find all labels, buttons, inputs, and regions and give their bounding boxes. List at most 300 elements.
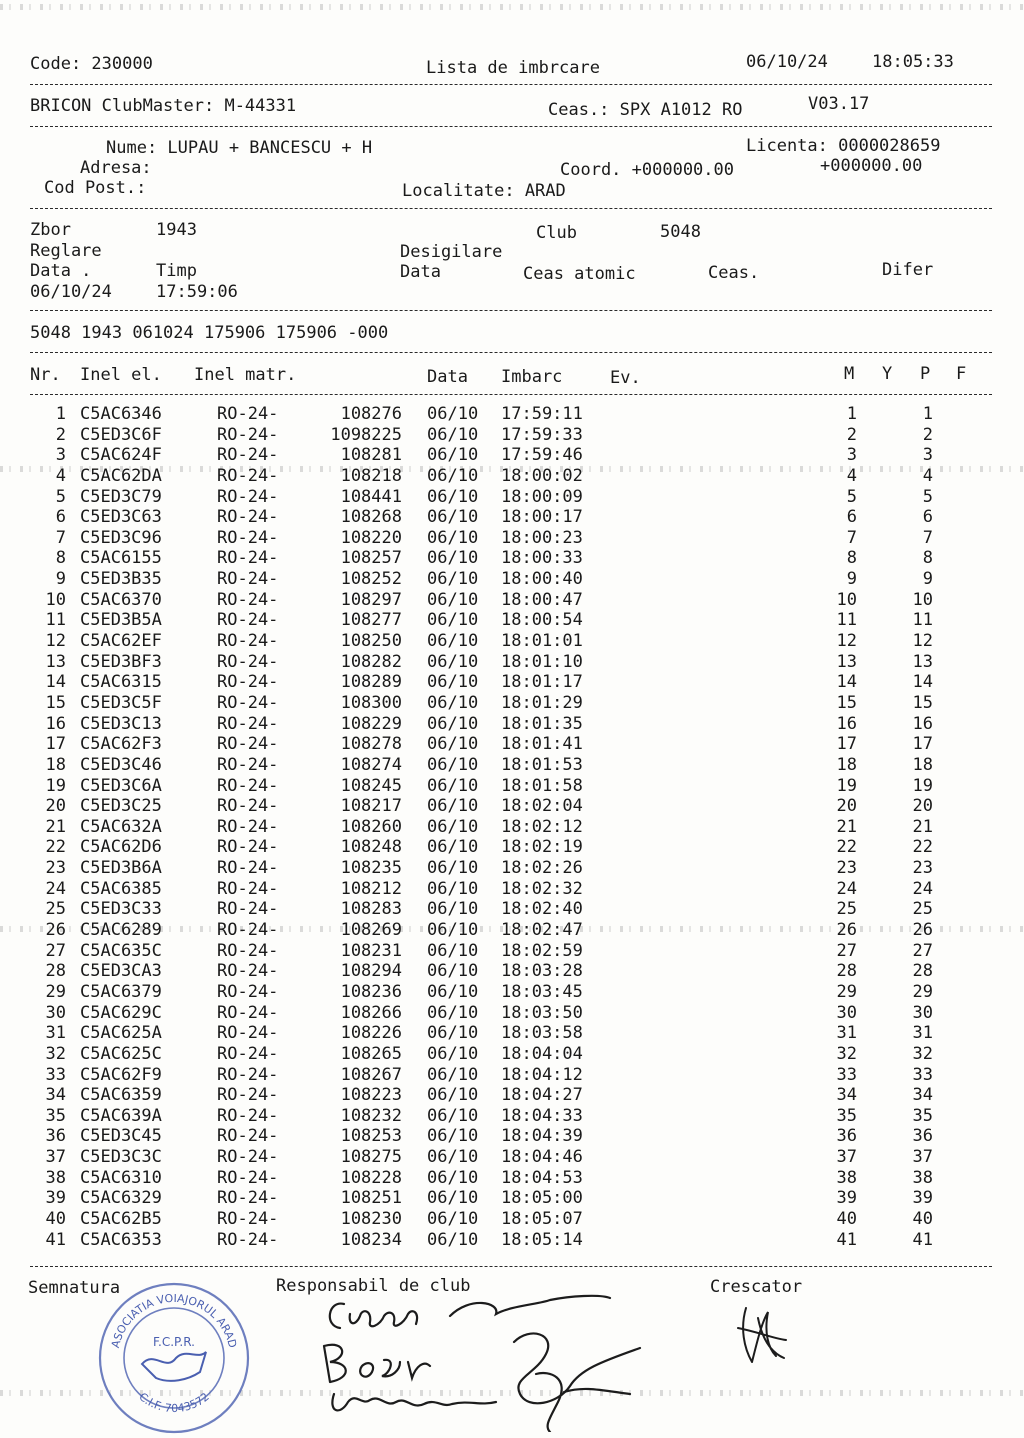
- position-p: 7: [922, 527, 933, 548]
- table-row: [0, 1230, 1024, 1251]
- ring-prefix: RO-24-: [217, 920, 279, 941]
- arrival-date: 06/10: [427, 1002, 479, 1023]
- ring-prefix: RO-24-: [217, 899, 279, 920]
- position-p: 37: [912, 1147, 933, 1168]
- electronic-ring: C5AC6379: [80, 981, 162, 1002]
- position-m: 2: [846, 424, 857, 445]
- arrival-time: 18:01:53: [501, 754, 583, 775]
- position-p: 32: [912, 1043, 933, 1064]
- divider: [30, 310, 992, 311]
- electronic-ring: C5ED3C79: [80, 486, 162, 507]
- ring-number: 108278: [340, 734, 402, 755]
- ring-prefix: RO-24-: [217, 445, 279, 466]
- arrival-time: 18:04:33: [501, 1105, 583, 1126]
- row-number: 28: [45, 961, 66, 982]
- ring-prefix: RO-24-: [217, 631, 279, 652]
- locality: Localitate: ARAD: [402, 181, 566, 201]
- ring-number: 108223: [340, 1085, 402, 1106]
- row-number: 2: [55, 424, 66, 445]
- arrival-time: 18:04:27: [501, 1085, 583, 1106]
- ring-number: 108218: [340, 465, 402, 486]
- ring-prefix: RO-24-: [217, 1188, 279, 1209]
- row-number: 16: [45, 713, 66, 734]
- position-m: 33: [836, 1064, 857, 1085]
- row-number: 13: [45, 651, 66, 672]
- position-m: 32: [836, 1043, 857, 1064]
- arrival-time: 18:00:54: [501, 610, 583, 631]
- electronic-ring: C5AC6385: [80, 878, 162, 899]
- position-m: 10: [836, 589, 857, 610]
- date-label: Data .: [30, 261, 92, 281]
- arrival-date: 06/10: [427, 920, 479, 941]
- position-p: 17: [912, 734, 933, 755]
- table-row: [0, 693, 1024, 714]
- arrival-date: 06/10: [427, 589, 479, 610]
- electronic-ring: C5ED3B35: [80, 569, 162, 590]
- ring-number: 108220: [340, 527, 402, 548]
- ring-number: 108281: [340, 445, 402, 466]
- table-row: [0, 879, 1024, 900]
- position-p: 10: [912, 589, 933, 610]
- ring-prefix: RO-24-: [217, 1126, 279, 1147]
- ring-number: 108274: [340, 754, 402, 775]
- table-row: [0, 961, 1024, 982]
- ring-prefix: RO-24-: [217, 527, 279, 548]
- position-m: 9: [846, 569, 857, 590]
- ring-prefix: RO-24-: [217, 754, 279, 775]
- row-number: 36: [45, 1126, 66, 1147]
- electronic-ring: C5ED3B5A: [80, 610, 162, 631]
- ring-prefix: RO-24-: [217, 1002, 279, 1023]
- col-imbarc: Imbarc: [501, 367, 563, 387]
- position-p: 23: [912, 858, 933, 879]
- position-p: 33: [912, 1064, 933, 1085]
- row-number: 3: [55, 445, 66, 466]
- table-row: [0, 982, 1024, 1003]
- electronic-ring: C5AC6289: [80, 920, 162, 941]
- table-row: [0, 920, 1024, 941]
- clock-version: V03.17: [808, 94, 870, 114]
- ring-number: 108232: [340, 1105, 402, 1126]
- arrival-date: 06/10: [427, 940, 479, 961]
- arrival-date: 06/10: [427, 775, 479, 796]
- position-m: 13: [836, 651, 857, 672]
- ring-number: 108217: [340, 796, 402, 817]
- electronic-ring: C5ED3CA3: [80, 961, 162, 982]
- ring-prefix: RO-24-: [217, 1105, 279, 1126]
- row-number: 38: [45, 1167, 66, 1188]
- table-row: [0, 404, 1024, 425]
- coordinates: Coord. +000000.00: [560, 160, 734, 180]
- divider: [30, 126, 992, 127]
- table-row: [0, 610, 1024, 631]
- ring-number: 108228: [340, 1167, 402, 1188]
- table-row: [0, 528, 1024, 549]
- position-m: 25: [836, 899, 857, 920]
- position-p: 20: [912, 796, 933, 817]
- electronic-ring: C5ED3C3C: [80, 1147, 162, 1168]
- ring-prefix: RO-24-: [217, 610, 279, 631]
- table-row: [0, 1106, 1024, 1127]
- breeder-label: Crescator: [710, 1277, 803, 1297]
- club-number: 5048: [660, 222, 701, 242]
- table-row: [0, 1147, 1024, 1168]
- electronic-ring: C5AC635C: [80, 940, 162, 961]
- col-y: Y: [882, 364, 893, 384]
- position-m: 8: [846, 548, 857, 569]
- row-number: 6: [55, 507, 66, 528]
- electronic-ring: C5AC6310: [80, 1167, 162, 1188]
- ring-number: 108300: [340, 692, 402, 713]
- position-p: 30: [912, 1002, 933, 1023]
- unsealing-date-label: Data: [400, 262, 441, 282]
- ring-number: 108253: [340, 1126, 402, 1147]
- col-ev: Ev.: [610, 368, 641, 388]
- summary-line: 5048 1943 061024 175906 175906 -000: [30, 323, 389, 343]
- arrival-date: 06/10: [427, 1085, 479, 1106]
- position-m: 37: [836, 1147, 857, 1168]
- arrival-date: 06/10: [427, 1208, 479, 1229]
- arrival-date: 06/10: [427, 837, 479, 858]
- ring-prefix: RO-24-: [217, 589, 279, 610]
- ring-prefix: RO-24-: [217, 734, 279, 755]
- position-p: 5: [922, 486, 933, 507]
- position-p: 13: [912, 651, 933, 672]
- ring-prefix: RO-24-: [217, 651, 279, 672]
- position-m: 38: [836, 1167, 857, 1188]
- unsealing-label: Desigilare: [400, 242, 503, 262]
- col-data: Data: [427, 367, 468, 387]
- position-m: 5: [846, 486, 857, 507]
- electronic-ring: C5AC625C: [80, 1043, 162, 1064]
- row-number: 39: [45, 1188, 66, 1209]
- position-p: 2: [922, 424, 933, 445]
- arrival-time: 18:04:46: [501, 1147, 583, 1168]
- position-m: 31: [836, 1023, 857, 1044]
- arrival-date: 06/10: [427, 981, 479, 1002]
- position-m: 23: [836, 858, 857, 879]
- electronic-ring: C5ED3C46: [80, 754, 162, 775]
- position-p: 15: [912, 692, 933, 713]
- arrival-time: 18:01:17: [501, 672, 583, 693]
- row-number: 22: [45, 837, 66, 858]
- row-number: 34: [45, 1085, 66, 1106]
- position-p: 31: [912, 1023, 933, 1044]
- row-number: 37: [45, 1147, 66, 1168]
- signature-label: Semnatura: [28, 1278, 121, 1298]
- ring-number: 1098225: [330, 424, 402, 445]
- position-m: 12: [836, 631, 857, 652]
- arrival-date: 06/10: [427, 1126, 479, 1147]
- ring-number: 108283: [340, 899, 402, 920]
- arrival-date: 06/10: [427, 631, 479, 652]
- arrival-date: 06/10: [427, 878, 479, 899]
- position-p: 8: [922, 548, 933, 569]
- ring-prefix: RO-24-: [217, 1023, 279, 1044]
- electronic-ring: C5AC632A: [80, 816, 162, 837]
- stamp-text-bottom: C.I.F. 7043572: [136, 1390, 212, 1416]
- table-row: [0, 899, 1024, 920]
- ring-prefix: RO-24-: [217, 672, 279, 693]
- row-number: 29: [45, 981, 66, 1002]
- arrival-time: 18:00:17: [501, 507, 583, 528]
- arrival-date: 06/10: [427, 1105, 479, 1126]
- arrival-date: 06/10: [427, 1023, 479, 1044]
- ring-prefix: RO-24-: [217, 465, 279, 486]
- position-p: 9: [922, 569, 933, 590]
- arrival-time: 18:02:47: [501, 920, 583, 941]
- position-m: 39: [836, 1188, 857, 1209]
- ring-number: 108277: [340, 610, 402, 631]
- electronic-ring: C5ED3C33: [80, 899, 162, 920]
- scan-noise: [0, 4, 1024, 10]
- arrival-date: 06/10: [427, 858, 479, 879]
- position-m: 21: [836, 816, 857, 837]
- association-stamp: [96, 1280, 252, 1436]
- ring-prefix: RO-24-: [217, 981, 279, 1002]
- position-m: 40: [836, 1208, 857, 1229]
- flight-label: Zbor: [30, 220, 71, 240]
- arrival-time: 18:00:09: [501, 486, 583, 507]
- position-p: 22: [912, 837, 933, 858]
- arrival-time: 18:00:33: [501, 548, 583, 569]
- ring-prefix: RO-24-: [217, 548, 279, 569]
- arrival-date: 06/10: [427, 651, 479, 672]
- divider: [30, 84, 992, 85]
- ring-prefix: RO-24-: [217, 507, 279, 528]
- position-p: 39: [912, 1188, 933, 1209]
- electronic-ring: C5AC629C: [80, 1002, 162, 1023]
- ring-number: 108275: [340, 1147, 402, 1168]
- electronic-ring: C5AC6155: [80, 548, 162, 569]
- col-nr: Nr.: [30, 365, 61, 385]
- arrival-time: 18:03:28: [501, 961, 583, 982]
- ring-number: 108267: [340, 1064, 402, 1085]
- arrival-date: 06/10: [427, 816, 479, 837]
- position-m: 11: [836, 610, 857, 631]
- arrival-time: 18:02:32: [501, 878, 583, 899]
- position-m: 34: [836, 1085, 857, 1106]
- position-p: 16: [912, 713, 933, 734]
- ring-prefix: RO-24-: [217, 1167, 279, 1188]
- position-p: 12: [912, 631, 933, 652]
- row-number: 33: [45, 1064, 66, 1085]
- table-row: [0, 590, 1024, 611]
- electronic-ring: C5ED3BF3: [80, 651, 162, 672]
- arrival-date: 06/10: [427, 527, 479, 548]
- arrival-time: 18:03:50: [501, 1002, 583, 1023]
- table-row: [0, 1085, 1024, 1106]
- ring-number: 108212: [340, 878, 402, 899]
- arrival-time: 17:59:11: [501, 404, 583, 424]
- table-row: [0, 755, 1024, 776]
- table-row: [0, 837, 1024, 858]
- coordinates-second: +000000.00: [820, 156, 923, 176]
- ring-number: 108266: [340, 1002, 402, 1023]
- position-m: 22: [836, 837, 857, 858]
- position-p: 40: [912, 1208, 933, 1229]
- row-number: 4: [55, 465, 66, 486]
- ring-number: 108235: [340, 858, 402, 879]
- ring-prefix: RO-24-: [217, 940, 279, 961]
- position-m: 24: [836, 878, 857, 899]
- ring-number: 108269: [340, 920, 402, 941]
- electronic-ring: C5AC6353: [80, 1229, 162, 1250]
- electronic-ring: C5AC6315: [80, 672, 162, 693]
- position-m: 17: [836, 734, 857, 755]
- arrival-date: 06/10: [427, 899, 479, 920]
- divider: [30, 1266, 992, 1267]
- position-m: 3: [846, 445, 857, 466]
- stamp-text-center: F.C.P.R.: [153, 1335, 195, 1349]
- table-row: [0, 569, 1024, 590]
- row-number: 20: [45, 796, 66, 817]
- position-m: 28: [836, 961, 857, 982]
- position-m: 27: [836, 940, 857, 961]
- position-p: 41: [912, 1229, 933, 1250]
- address-label: Adresa:: [80, 158, 152, 178]
- row-number: 35: [45, 1105, 66, 1126]
- table-row: [0, 796, 1024, 817]
- electronic-ring: C5AC62B5: [80, 1208, 162, 1229]
- table-row: [0, 672, 1024, 693]
- ring-number: 108248: [340, 837, 402, 858]
- position-p: 24: [912, 878, 933, 899]
- row-number: 5: [55, 486, 66, 507]
- handwritten-signatures: [300, 1282, 660, 1432]
- arrival-time: 18:01:58: [501, 775, 583, 796]
- position-m: 26: [836, 920, 857, 941]
- position-m: 29: [836, 981, 857, 1002]
- club-master: BRICON ClubMaster: M-44331: [30, 96, 297, 116]
- arrival-time: 18:02:40: [501, 899, 583, 920]
- arrival-date: 06/10: [427, 404, 479, 424]
- setting-date: 06/10/24: [30, 282, 112, 302]
- row-number: 15: [45, 692, 66, 713]
- position-m: 1: [846, 404, 857, 424]
- position-m: 41: [836, 1229, 857, 1250]
- electronic-ring: C5AC6359: [80, 1085, 162, 1106]
- table-row: [0, 1209, 1024, 1230]
- electronic-ring: C5AC62EF: [80, 631, 162, 652]
- arrival-date: 06/10: [427, 486, 479, 507]
- position-p: 28: [912, 961, 933, 982]
- breeder-signature: [728, 1298, 798, 1368]
- arrival-date: 06/10: [427, 734, 479, 755]
- ring-prefix: RO-24-: [217, 1064, 279, 1085]
- row-number: 12: [45, 631, 66, 652]
- position-m: 19: [836, 775, 857, 796]
- arrival-time: 18:01:29: [501, 692, 583, 713]
- arrivals-table: [0, 404, 1024, 1250]
- ring-number: 108231: [340, 940, 402, 961]
- row-number: 21: [45, 816, 66, 837]
- arrival-date: 06/10: [427, 610, 479, 631]
- row-number: 40: [45, 1208, 66, 1229]
- position-p: 26: [912, 920, 933, 941]
- ring-prefix: RO-24-: [217, 1043, 279, 1064]
- arrival-date: 06/10: [427, 692, 479, 713]
- position-p: 14: [912, 672, 933, 693]
- position-p: 6: [922, 507, 933, 528]
- ring-number: 108229: [340, 713, 402, 734]
- ring-number: 108236: [340, 981, 402, 1002]
- arrival-time: 18:00:47: [501, 589, 583, 610]
- table-row: [0, 1003, 1024, 1024]
- ring-number: 108282: [340, 651, 402, 672]
- ring-number: 108234: [340, 1229, 402, 1250]
- divider: [30, 208, 992, 209]
- arrival-time: 18:02:59: [501, 940, 583, 961]
- ring-prefix: RO-24-: [217, 713, 279, 734]
- print-time: 18:05:33: [872, 52, 954, 72]
- row-number: 1: [55, 404, 66, 424]
- arrival-date: 06/10: [427, 507, 479, 528]
- arrival-date: 06/10: [427, 465, 479, 486]
- position-p: 19: [912, 775, 933, 796]
- table-row: [0, 817, 1024, 838]
- print-date: 06/10/24: [746, 52, 828, 72]
- row-number: 14: [45, 672, 66, 693]
- row-number: 18: [45, 754, 66, 775]
- electronic-ring: C5ED3C13: [80, 713, 162, 734]
- position-p: 27: [912, 940, 933, 961]
- row-number: 7: [55, 527, 66, 548]
- position-p: 18: [912, 754, 933, 775]
- table-row: [0, 1023, 1024, 1044]
- table-row: [0, 1126, 1024, 1147]
- arrival-date: 06/10: [427, 1147, 479, 1168]
- position-m: 36: [836, 1126, 857, 1147]
- flight-number: 1943: [156, 220, 197, 240]
- arrival-time: 18:04:12: [501, 1064, 583, 1085]
- table-row: [0, 466, 1024, 487]
- arrival-time: 18:05:14: [501, 1229, 583, 1250]
- club-label: Club: [536, 223, 577, 243]
- ring-prefix: RO-24-: [217, 837, 279, 858]
- arrival-time: 18:01:35: [501, 713, 583, 734]
- col-m: M: [844, 364, 855, 384]
- ring-number: 108226: [340, 1023, 402, 1044]
- position-p: 35: [912, 1105, 933, 1126]
- position-m: 6: [846, 507, 857, 528]
- ring-number: 108251: [340, 1188, 402, 1209]
- difference-label: Difer: [882, 260, 934, 280]
- document-title: Lista de imbrcare: [426, 58, 600, 78]
- ring-number: 108441: [340, 486, 402, 507]
- code-label: Code: 230000: [30, 54, 153, 74]
- setting-label: Reglare: [30, 241, 102, 261]
- arrival-date: 06/10: [427, 1064, 479, 1085]
- ring-prefix: RO-24-: [217, 858, 279, 879]
- position-p: 21: [912, 816, 933, 837]
- col-f: F: [956, 364, 967, 384]
- col-inel-matr: Inel matr.: [194, 365, 297, 385]
- table-row: [0, 941, 1024, 962]
- table-row: [0, 487, 1024, 508]
- table-row: [0, 714, 1024, 735]
- position-p: 11: [912, 610, 933, 631]
- position-m: 30: [836, 1002, 857, 1023]
- row-number: 27: [45, 940, 66, 961]
- arrival-date: 06/10: [427, 672, 479, 693]
- stamp-text-top: ASOCIATIA VOIAJORUL ARAD: [108, 1291, 240, 1350]
- arrival-time: 18:02:26: [501, 858, 583, 879]
- row-number: 8: [55, 548, 66, 569]
- electronic-ring: C5AC6329: [80, 1188, 162, 1209]
- ring-number: 108289: [340, 672, 402, 693]
- ring-number: 108250: [340, 631, 402, 652]
